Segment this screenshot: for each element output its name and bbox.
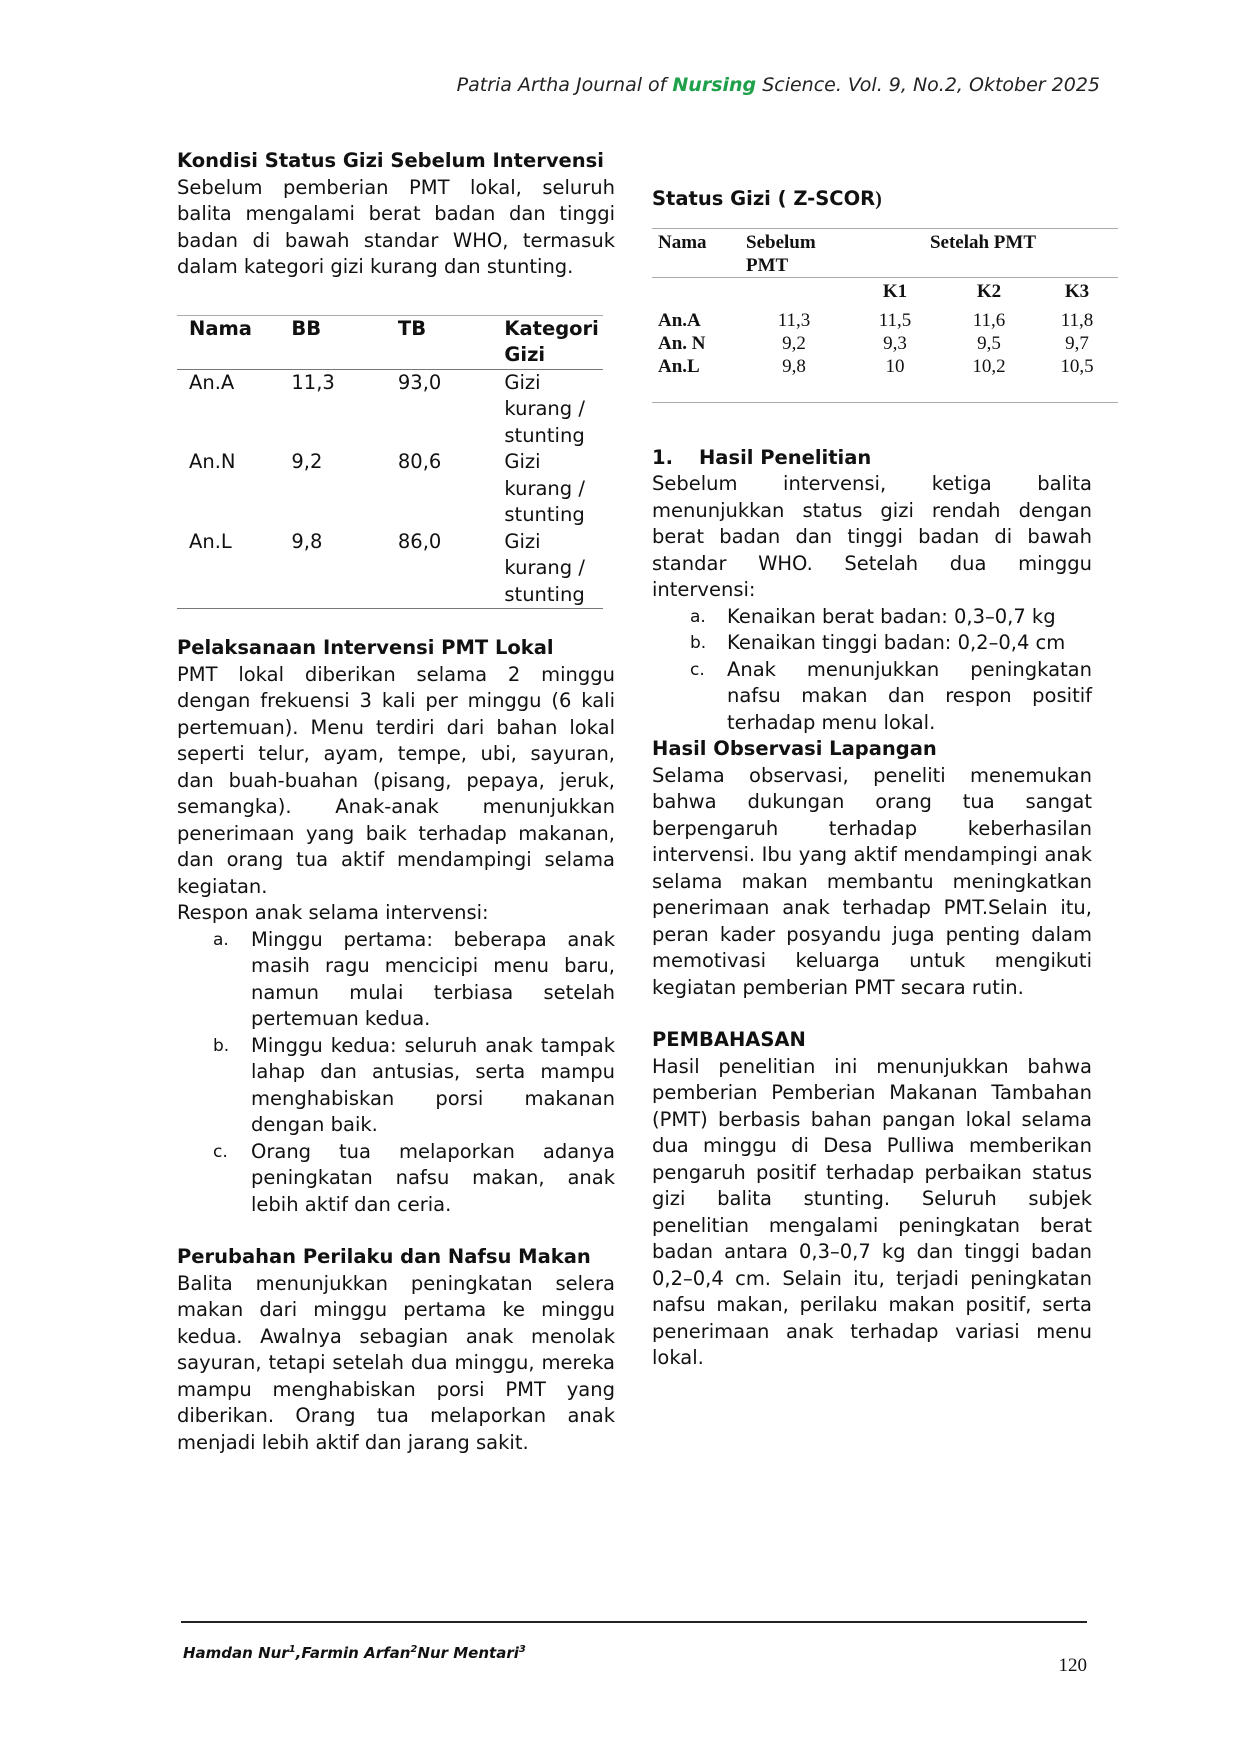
footer-authors	[183, 1644, 526, 1662]
zscore-table	[652, 228, 1118, 403]
section-body-pelaksanaan: PMT lokal diberikan selama 2 minggu dengan frekuensi 3 kali per minggu (6 kali pertemuan). Menu terdiri dari bahan lokal seperti telur, ayam, tempe, ubi, sayuran, dan buah-buahan (pisang, pepaya, jeruk, semangka). Anak-anak menunjukkan penerimaan yang baik terhadap makanan, dan orang tua aktif mendampingi selama kegiatan.	[177, 662, 615, 898]
table-header-cell: Kategori Gizi	[492, 315, 603, 369]
table-end-row	[652, 378, 1118, 403]
section-body-observasi: Selama observasi, peneliti menemukan bahwa dukungan orang tua sangat berpengaruh terhadap keberhasilan intervensi. Ibu yang aktif mendampingi anak selama makan membantu meningkatkan penerimaan anak terhadap PMT.Selain itu, peran kader posyandu juga penting dalam memotivasi keluarga untuk mengikuti kegiatan pemberian PMT secara rutin.	[652, 763, 1092, 999]
section-body-pembahasan: Hasil penelitian ini menunjukkan bahwa pemberian Pemberian Makanan Tambahan (PMT) berbasis bahan pangan lokal selama dua minggu di Desa Pulliwa memberikan pengaruh positif terhadap perbaikan status gizi balita stunting. Seluruh subjek penelitian mengalami peningkatan berat badan antara 0,3–0,7 kg dan tinggi badan 0,2–0,4 cm. Selain itu, terjadi peningkatan nafsu makan, perilaku makan positif, serta penerimaan anak terhadap variasi menu lokal.	[652, 1054, 1092, 1369]
table-cell: 93,0	[397, 370, 442, 394]
table-header-row	[177, 315, 603, 369]
section-body-hasil: Sebelum intervensi, ketiga balita menunjukkan status gizi rendah dengan berat badan dan tinggi badan di bawah standar WHO. Setelah dua minggu intervensi:	[652, 472, 1092, 601]
page-number: 120	[1058, 1655, 1087, 1676]
list-item-text: Orang tua melaporkan adanya peningkatan nafsu makan, anak lebih aktif dan ceria.	[251, 1139, 615, 1216]
table-header-cell: BB	[279, 315, 386, 369]
table-row	[652, 355, 1118, 378]
footer-divider	[181, 1621, 1087, 1623]
list-marker: c.	[690, 659, 705, 680]
author-affiliation: 2	[410, 1644, 418, 1655]
list-item-text: Anak menunjukkan peningkatan nafsu makan dan respon positif terhadap menu lokal.	[727, 657, 1092, 734]
list-marker: b.	[213, 1035, 230, 1056]
section-body-kondisi: Sebelum pemberian PMT lokal, seluruh balita mengalami berat badan dan tinggi badan di bawah standar WHO, termasuk dalam kategori gizi kurang dan stunting.	[177, 175, 615, 278]
left-column	[177, 148, 615, 1456]
author-name: ,Farmin Arfan	[295, 1644, 411, 1662]
list-item	[213, 927, 615, 1033]
status-gizi-table	[177, 315, 603, 610]
list-item	[690, 604, 1092, 631]
table-header-cell: K1	[848, 277, 942, 303]
table-cell: 11,6	[972, 309, 1006, 331]
table-cell: 10	[885, 355, 905, 377]
table-cell: 11,8	[1060, 309, 1094, 331]
table-row	[177, 449, 603, 529]
list-item	[690, 630, 1092, 657]
section-heading-pelaksanaan: Pelaksanaan Intervensi PMT Lokal	[177, 636, 554, 659]
list-item	[213, 1139, 615, 1219]
table-title-zscore	[652, 186, 1092, 214]
table-header-cell: Nama	[177, 315, 279, 369]
table-header-cell: Sebelum PMT	[740, 228, 848, 277]
table-row	[652, 332, 1118, 355]
table-cell: An.L	[177, 529, 279, 609]
table-row	[177, 369, 603, 449]
spacer	[177, 1218, 615, 1244]
table-cell: 9,8	[279, 529, 386, 609]
table-header-cell: Setelah PMT	[848, 228, 1118, 277]
journal-issue: Science. Vol. 9, No.2, Oktober 2025	[756, 74, 1100, 96]
table-header-cell: TB	[386, 315, 493, 369]
table-cell: 10,2	[972, 355, 1006, 377]
spacer	[652, 1001, 1092, 1027]
table-cell: 9,7	[1065, 332, 1089, 354]
list-item-text: Minggu pertama: beberapa anak masih ragu mencicipi menu baru, namun mulai terbiasa setelah pertemuan kedua.	[251, 927, 615, 1030]
table-subheader-row	[652, 277, 1118, 303]
table-header-cell: K2	[942, 277, 1036, 303]
section-heading-pembahasan: PEMBAHASAN	[652, 1028, 806, 1051]
table-cell: 11,5	[878, 309, 912, 331]
author-affiliation: 3	[518, 1644, 526, 1655]
spacer	[652, 403, 1092, 445]
list-item	[690, 657, 1092, 737]
journal-name-accent: Nursing	[672, 74, 757, 96]
table-cell: Gizi kurang / stunting	[492, 529, 603, 609]
list-marker: c.	[213, 1141, 228, 1162]
table-cell: An.A	[658, 309, 701, 331]
section-heading-hasil	[652, 445, 1092, 472]
list-item	[213, 1033, 615, 1139]
section-body-perubahan: Balita menunjukkan peningkatan selera makan dari minggu pertama ke minggu kedua. Awalnya sebagian anak menolak sayuran, tetapi setelah dua minggu, mereka mampu menghabiskan porsi PMT yang diberikan. Orang tua melaporkan anak menjadi lebih aktif dan jarang sakit.	[177, 1271, 615, 1454]
table-header-empty	[652, 277, 740, 303]
spacer	[177, 609, 615, 635]
right-column	[652, 186, 1092, 1372]
table-cell: 9,2	[291, 450, 323, 473]
table-header-row	[652, 228, 1118, 277]
table-cell: 10,5	[1060, 355, 1094, 377]
author-affiliation: 1	[288, 1644, 296, 1655]
table-end-cell	[652, 378, 1118, 403]
table-header-cell: Nama	[652, 228, 740, 277]
hasil-list	[652, 604, 1092, 737]
list-marker: b.	[690, 633, 707, 653]
table-cell: 9,2	[782, 332, 806, 354]
section-number: 1.	[652, 445, 673, 469]
table-cell: 80,6	[397, 450, 442, 473]
journal-header	[457, 74, 1100, 96]
section-heading-observasi: Hasil Observasi Lapangan	[652, 737, 937, 760]
author-name: Nur Mentari	[417, 1644, 519, 1662]
table-header-cell: K3	[1036, 277, 1118, 303]
journal-name-prefix: Patria Artha Journal of	[456, 74, 673, 96]
list-item-text: Kenaikan tinggi badan: 0,2–0,4 cm	[727, 631, 1066, 654]
table-cell: Gizi kurang / stunting	[504, 450, 585, 526]
table-row	[652, 303, 1118, 332]
table-header-empty	[740, 277, 848, 303]
section-heading-kondisi: Kondisi Status Gizi Sebelum Intervensi	[177, 149, 604, 172]
table-cell: 9,3	[883, 332, 907, 354]
table-cell: An.L	[658, 355, 700, 377]
list-marker: a.	[690, 606, 706, 627]
section-heading-text: Hasil Penelitian	[698, 445, 872, 469]
table-cell: Gizi kurang / stunting	[504, 370, 585, 447]
list-item-text: Minggu kedua: seluruh anak tampak lahap dan antusias, serta mampu menghabiskan porsi makanan dengan baik.	[251, 1033, 615, 1136]
respon-list	[177, 927, 615, 1219]
list-marker: a.	[213, 929, 229, 950]
list-item-text: Kenaikan berat badan: 0,3–0,7 kg	[727, 604, 1056, 628]
author-name: Hamdan Nur	[183, 1644, 289, 1662]
table-cell: 9,8	[782, 355, 806, 377]
table-title-text: Status Gizi ( Z-SCOR	[652, 187, 876, 210]
table-cell: 11,3	[291, 370, 335, 394]
list-intro: Respon anak selama intervensi:	[177, 901, 489, 924]
table-title-paren: )	[875, 189, 882, 210]
table-cell: An.A	[189, 370, 235, 394]
table-cell: 11,3	[777, 309, 811, 331]
table-cell: An.N	[189, 450, 236, 473]
table-cell: 86,0	[386, 529, 493, 609]
table-cell: 9,5	[977, 332, 1001, 354]
table-row	[177, 529, 603, 609]
section-heading-perubahan: Perubahan Perilaku dan Nafsu Makan	[177, 1245, 591, 1268]
table-cell: An. N	[658, 332, 706, 354]
